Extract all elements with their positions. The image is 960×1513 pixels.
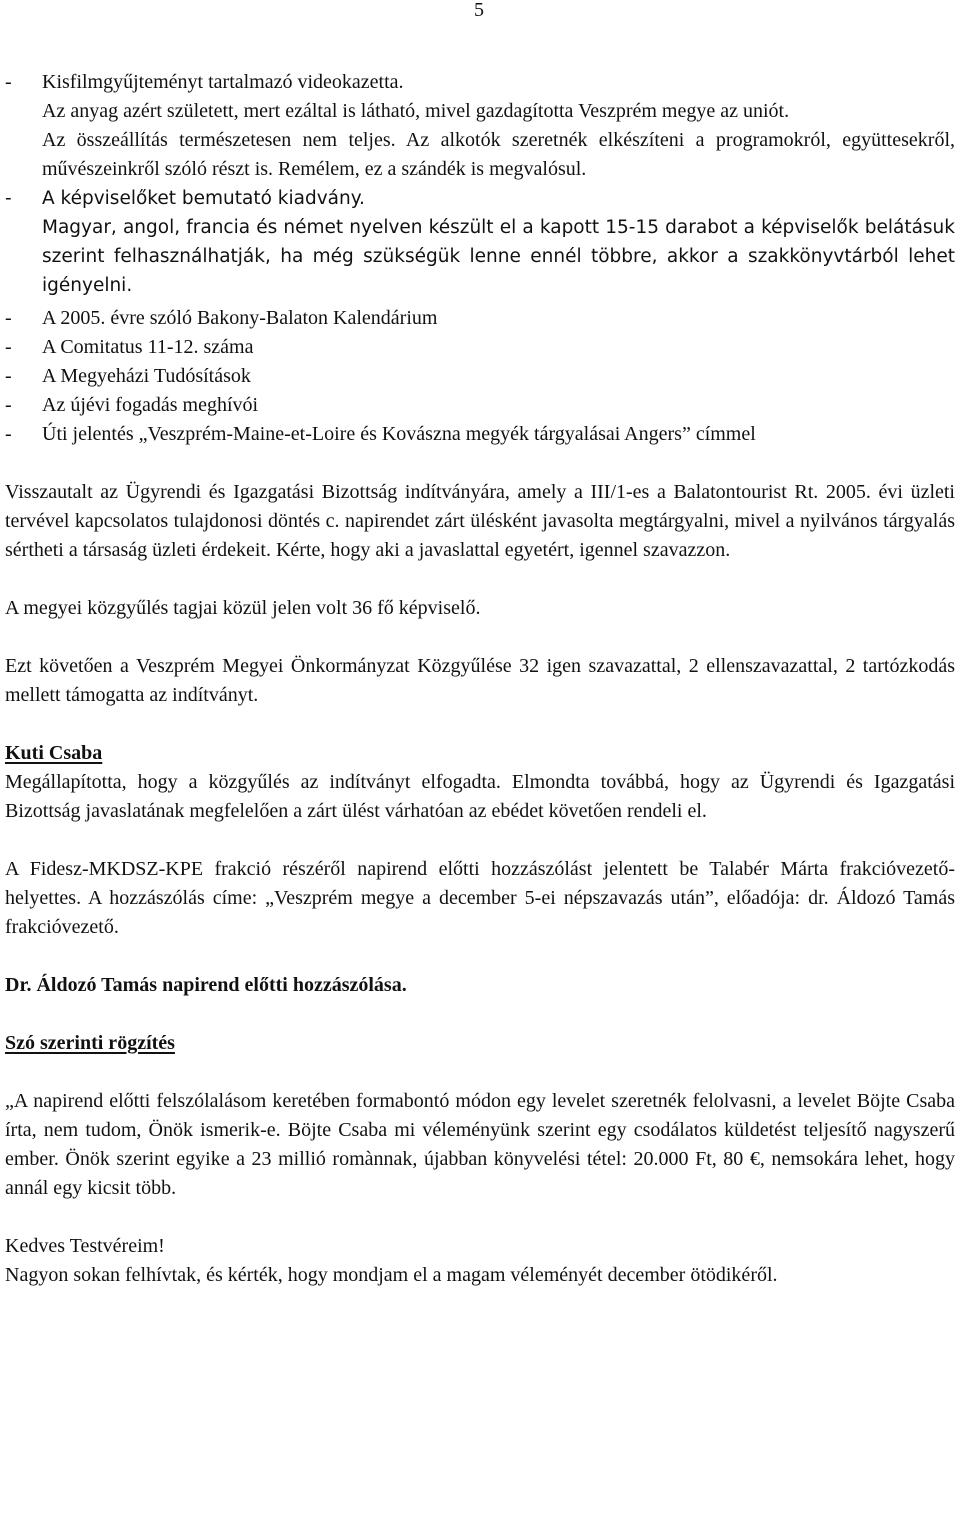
salutation: Kedves Testvéreim!: [5, 1235, 165, 1257]
paragraph: Megállapította, hogy a közgyűlés az indítványt elfogadta. Elmondta továbbá, hogy az Ügyrendi és Igazgatási Bizottság javaslatának megfelelően a zárt ülést várhatóan az ebédet követően rendeli el.: [5, 771, 955, 822]
list-dash: -: [5, 188, 12, 209]
list-dash: -: [5, 423, 12, 445]
paragraph: Az anyag azért született, mert ezáltal is látható, mivel gazdagította Veszprém megye az uniót.: [42, 100, 790, 122]
list-item-text: A képviselőket bemutató kiadvány.: [42, 188, 365, 209]
section-subheading: Szó szerinti rögzítés: [5, 1032, 175, 1054]
document-body: [5, 68, 955, 1290]
list-item-text: A Comitatus 11-12. száma: [42, 336, 254, 358]
list-dash: -: [5, 365, 12, 387]
list-dash: -: [5, 307, 12, 329]
paragraph: Ezt követően a Veszprém Megyei Önkormányzat Közgyűlése 32 igen szavazattal, 2 ellenszavazattal, 2 tartózkodás mellett támogatta az indítványt.: [5, 655, 955, 706]
list-dash: -: [5, 336, 12, 358]
paragraph: „A napirend előtti felszólalásom keretében formabontó módon egy levelet szeretnék felolvasni, a levelet Böjte Csaba írta, nem tudom, Önök ismerik-e. Böjte Csaba mi véleményünk szerint egy csodálatos küldetést teljesítő nagyszerű ember. Önök szerint egyike a 23 millió romànnak, újabban könyvelési tétel: 20.000 Ft, 80 €, nemsokára lehet, hogy annál egy kicsit több.: [5, 1090, 955, 1199]
list-item: [5, 420, 955, 449]
list-item: [5, 68, 955, 97]
paragraph: Az összeállítás természetesen nem teljes. Az alkotók szeretnék elkészíteni a programokról, együttesekről, művészeinkről szóló részt is. Remélem, ez a szándék is megvalósul.: [42, 129, 955, 180]
list-item-text: Úti jelentés „Veszprém-Maine-et-Loire és Kovászna megyék tárgyalásai Angers” címmel: [42, 423, 756, 445]
list-item: [5, 184, 955, 213]
page-number: 5: [474, 0, 484, 21]
paragraph: A megyei közgyűlés tagjai közül jelen volt 36 fő képviselő.: [5, 597, 481, 619]
list-item-text: A Megyeházi Tudósítások: [42, 365, 251, 387]
list-item: [5, 304, 955, 333]
list-item: [5, 333, 955, 362]
paragraph: Magyar, angol, francia és német nyelven készült el a kapott 15-15 darabot a képviselők belátásuk szerint felhasználhatják, ha még szükségük lenne ennél többre, akkor a szakkönyvtárból lehet igényelni.: [42, 217, 955, 296]
list-item-text: Az újévi fogadás meghívói: [42, 394, 259, 416]
list-item: [5, 362, 955, 391]
list-dash: -: [5, 394, 12, 416]
paragraph: Visszautalt az Ügyrendi és Igazgatási Bizottság indítványára, amely a III/1-es a Balatontourist Rt. 2005. évi üzleti tervével kapcsolatos tulajdonosi döntés c. napirendet zárt ülésként javasolta megtárgyalni, mivel a nyilvános tárgyalás sértheti a társaság üzleti érdekeit. Kérte, hogy aki a javaslattal egyetért, igennel szavazzon.: [5, 481, 955, 561]
paragraph: A Fidesz-MKDSZ-KPE frakció részéről napirend előtti hozzászólást jelentett be Talabér Márta frakcióvezető-helyettes. A hozzászólás címe: „Veszprém megye a december 5-ei népszavazás után”, előadója: dr. Áldozó Tamás frakcióvezető.: [5, 858, 955, 938]
section-heading: Dr. Áldozó Tamás napirend előtti hozzászólása.: [5, 974, 407, 996]
list-item-text: Kisfilmgyűjteményt tartalmazó videokazetta.: [42, 71, 404, 93]
list-dash: -: [5, 71, 12, 93]
paragraph: Nagyon sokan felhívtak, és kérték, hogy mondjam el a magam véleményét december ötödikéről.: [5, 1264, 778, 1286]
speaker-name: Kuti Csaba: [5, 742, 103, 764]
list-item: [5, 391, 955, 420]
list-item-text: A 2005. évre szóló Bakony-Balaton Kalendárium: [42, 307, 438, 329]
